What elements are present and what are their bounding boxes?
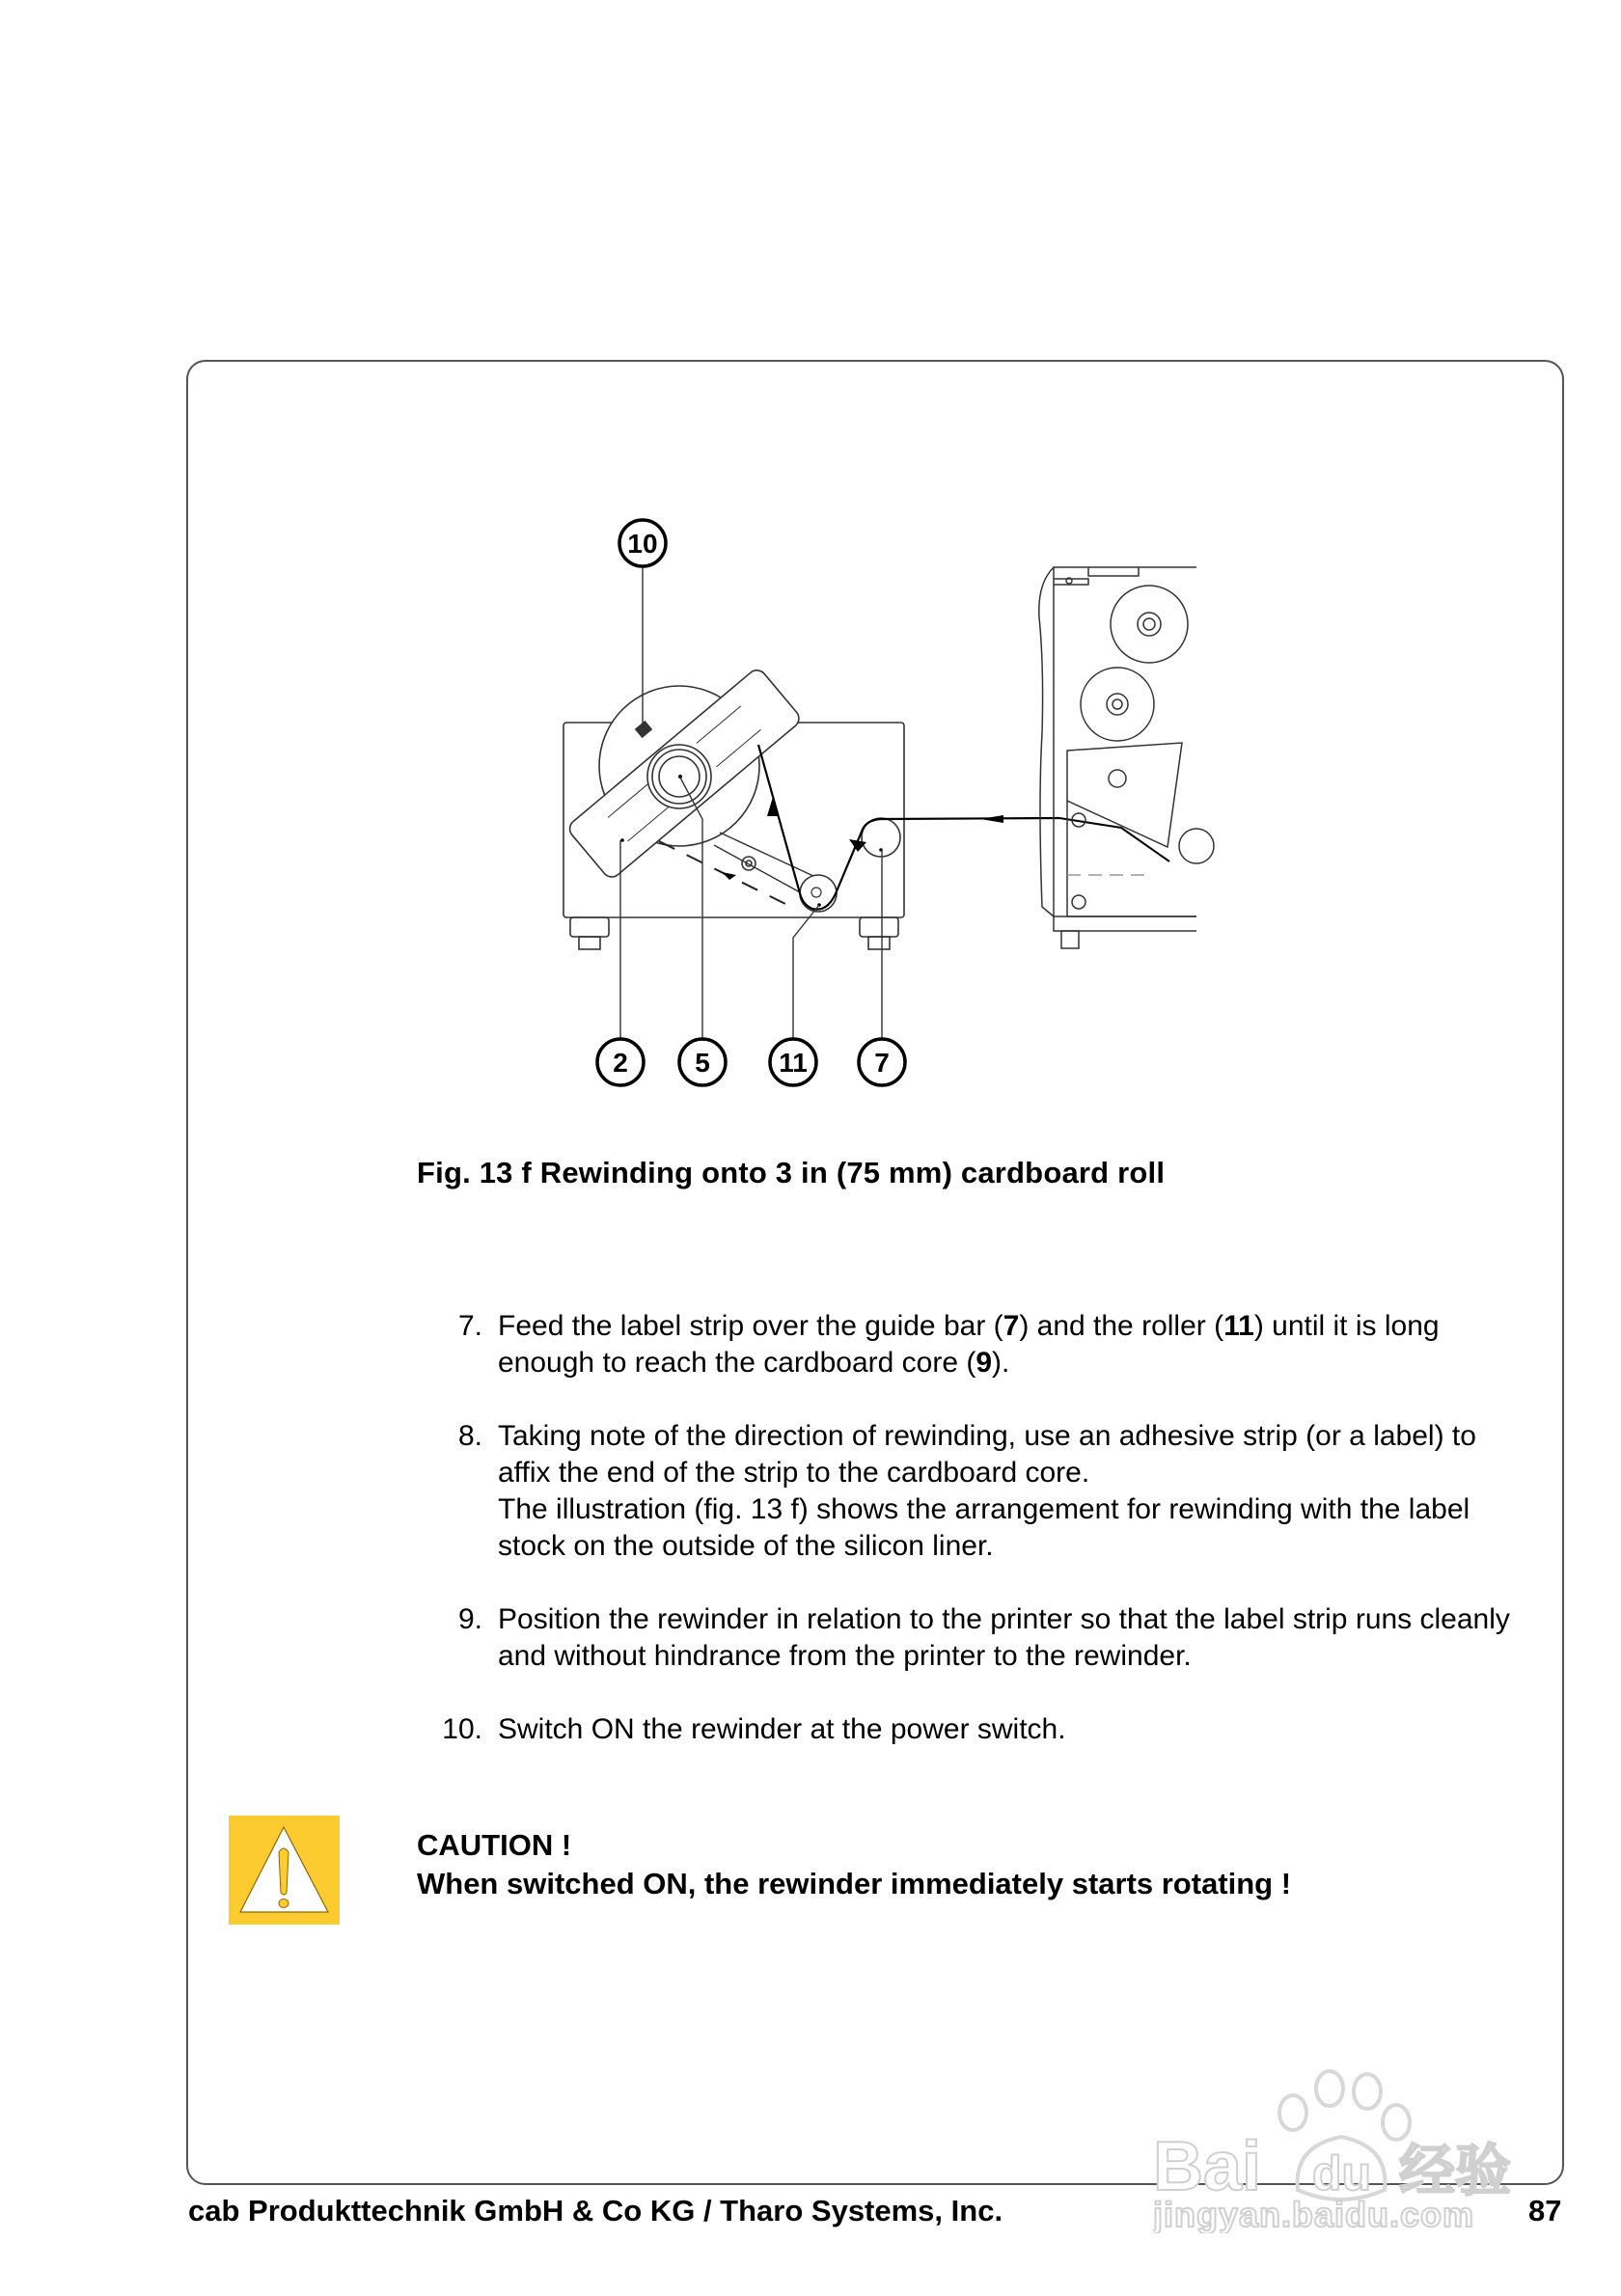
svg-text:jingyan.baidu.com: jingyan.baidu.com xyxy=(1153,2195,1475,2233)
callout-10-label: 10 xyxy=(627,529,658,559)
callout-2-label: 2 xyxy=(613,1048,628,1078)
callout-5-label: 5 xyxy=(695,1048,710,1078)
ribbon-roll-lower xyxy=(1081,668,1154,741)
baidu-watermark xyxy=(1153,2055,1529,2233)
svg-text:Bai: Bai xyxy=(1153,2128,1262,2205)
caution-block xyxy=(417,1826,1291,1903)
svg-text:经验: 经验 xyxy=(1399,2140,1512,2202)
step-text: Taking note of the direction of rewinding, use an adhesive strip (or a label) to affix the end of the strip to the cardboard core. xyxy=(498,1420,1476,1489)
list-item-step-8 xyxy=(417,1418,1517,1565)
list-item-step-10 xyxy=(417,1711,1517,1748)
step-number: 8. xyxy=(457,1420,482,1452)
list-item-step-7 xyxy=(417,1308,1517,1381)
printer-body xyxy=(1054,567,1196,916)
rewinder-figure xyxy=(0,0,1621,1100)
callout-7-label: 7 xyxy=(874,1048,890,1078)
caution-message: When switched ON, the rewinder immediately starts rotating ! xyxy=(417,1867,1292,1900)
page-number: 87 xyxy=(1528,2194,1562,2228)
step-number: 10. xyxy=(442,1713,482,1745)
step-text: Position the rewinder in relation to the printer so that the label strip runs cleanly and without hindrance from the printer to the rewinder. xyxy=(498,1603,1510,1672)
callout-11-label: 11 xyxy=(779,1048,808,1078)
footer-company: cab Produkttechnik GmbH & Co KG / Tharo Systems, Inc. xyxy=(188,2194,1003,2228)
step-number: 7. xyxy=(457,1310,482,1342)
svg-text:du: du xyxy=(1312,2146,1372,2200)
list-item-step-9 xyxy=(417,1601,1517,1675)
instruction-list xyxy=(417,1308,1517,1785)
step-note: The illustration (fig. 13 f) shows the arrangement for rewinding with the label stock on the outside of the silicon liner. xyxy=(498,1493,1470,1562)
ribbon-roll-upper xyxy=(1111,586,1188,663)
step-text: Feed the label strip over the guide bar (7) and the roller (11) until it is long enough to reach the cardboard core (9). xyxy=(498,1310,1440,1379)
step-number: 9. xyxy=(457,1603,482,1635)
step-text: Switch ON the rewinder at the power switch. xyxy=(498,1713,1066,1745)
caution-title: CAUTION ! xyxy=(417,1828,572,1862)
warning-triangle-icon xyxy=(229,1816,340,1925)
figure-caption: Fig. 13 f Rewinding onto 3 in (75 mm) cardboard roll xyxy=(417,1156,1166,1189)
